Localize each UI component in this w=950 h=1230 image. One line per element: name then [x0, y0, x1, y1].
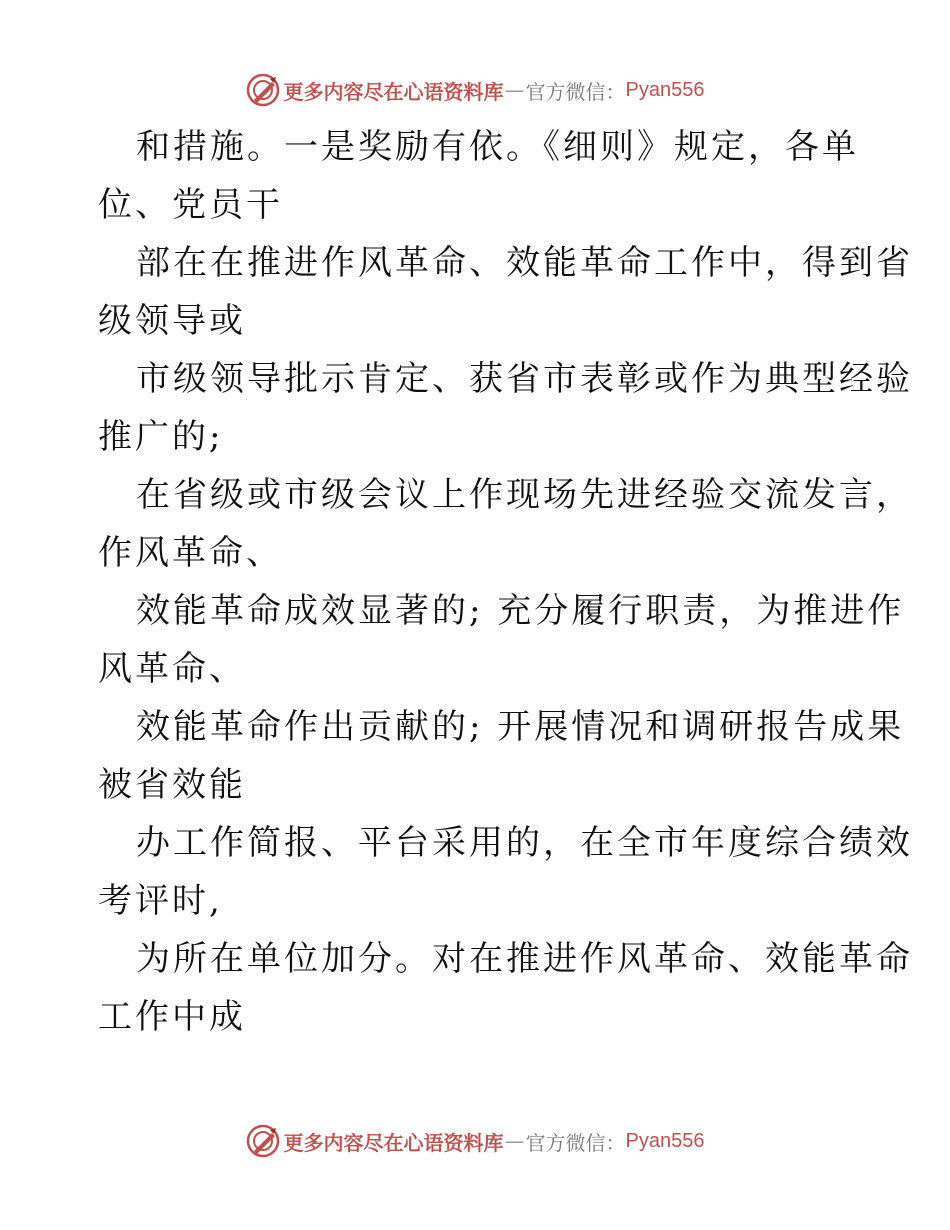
text-line: 办工作简报、平台采用的，在全市年度综合绩效: [136, 823, 913, 863]
text-line: 和措施。一是奖励有依。《细则》规定，各单: [136, 127, 859, 167]
text-line: 效能革命成效显著的; 充分履行职责，为推进作: [136, 591, 905, 631]
text-line: 被省效能: [98, 765, 246, 805]
text-line: 工作中成: [98, 997, 246, 1037]
banner-label: 官方微信：: [525, 79, 626, 104]
text-line: 推广的;: [98, 417, 224, 457]
footer-banner: [0, 1121, 950, 1161]
text-line: 在省级或市级会议上作现场先进经验交流发言，: [136, 475, 913, 515]
text-line: 部在在推进作风革命、效能革命工作中，得到省: [136, 243, 913, 283]
banner-label: 官方微信：: [525, 1130, 626, 1155]
text-line: 级领导或: [98, 301, 246, 341]
text-line: 作风革命、: [98, 533, 283, 573]
document-body: [98, 118, 913, 1046]
text-line: 为所在单位加分。对在推进作风革命、效能革命: [136, 939, 913, 979]
logo-icon: [246, 73, 280, 107]
banner-handle: Pyan556: [625, 78, 705, 101]
logo-icon: [246, 1124, 280, 1158]
header-banner: [0, 70, 950, 110]
text-line: 考评时,: [98, 881, 223, 921]
text-line: 市级领导批示肯定、获省市表彰或作为典型经验: [136, 359, 913, 399]
text-line: 效能革命作出贡献的; 开展情况和调研报告成果: [136, 707, 905, 747]
banner-handle: Pyan556: [625, 1129, 705, 1152]
banner-main-text: 更多内容尽在心语资料库: [283, 79, 504, 104]
text-line: 风革命、: [98, 649, 246, 689]
banner-dash: —: [504, 1129, 525, 1153]
text-line: 位、党员干: [98, 185, 283, 225]
banner-dash: —: [504, 78, 525, 102]
banner-main-text: 更多内容尽在心语资料库: [283, 1130, 504, 1155]
